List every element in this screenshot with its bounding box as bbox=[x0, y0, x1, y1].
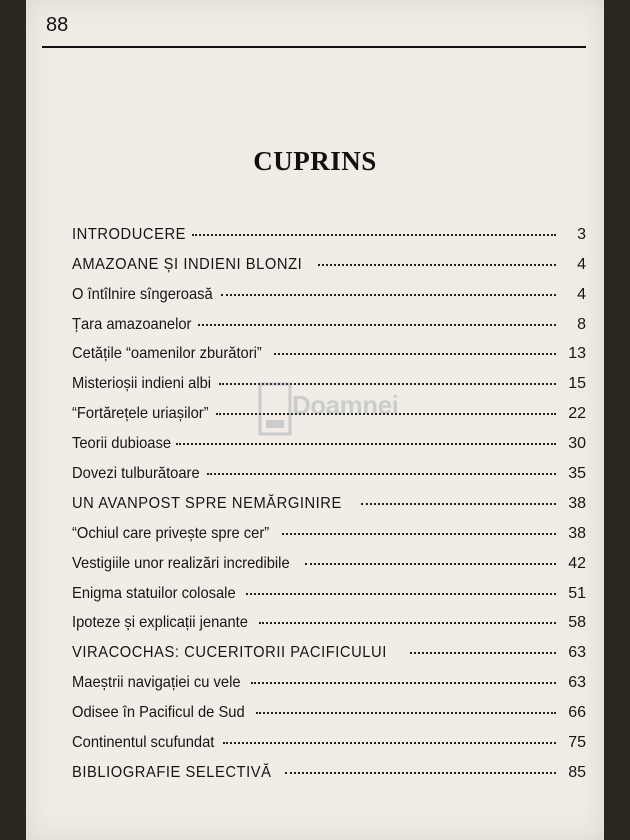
dot-leader bbox=[259, 622, 556, 624]
dot-leader bbox=[251, 682, 556, 684]
toc-entry bbox=[72, 756, 586, 786]
toc-entry-label: “Ochiul care privește spre cer” bbox=[72, 524, 270, 542]
dot-leader bbox=[223, 742, 556, 744]
toc-entry-page: 4 bbox=[577, 285, 586, 303]
toc-entry-label: UN AVANPOST SPRE NEMĂRGINIRE bbox=[72, 494, 342, 512]
toc-entry-page: 35 bbox=[568, 465, 586, 483]
dot-leader bbox=[318, 264, 556, 266]
toc-entry-label: O întîlnire sîngeroasă bbox=[72, 285, 213, 303]
table-of-contents bbox=[72, 218, 586, 786]
header-rule bbox=[42, 46, 586, 48]
toc-entry-label: INTRODUCERE bbox=[72, 225, 187, 243]
toc-entry-page: 42 bbox=[568, 554, 586, 572]
toc-entry-page: 3 bbox=[577, 225, 586, 243]
toc-entry-page: 38 bbox=[568, 524, 586, 542]
toc-entry-label: Ipoteze și explicații jenante bbox=[72, 614, 248, 632]
watermark bbox=[256, 380, 446, 450]
toc-entry-page: 38 bbox=[568, 494, 586, 512]
dot-leader bbox=[285, 772, 556, 774]
toc-entry-page: 58 bbox=[568, 614, 586, 632]
toc-entry bbox=[72, 218, 586, 248]
toc-entry-label: Vestigiile unor realizări incredibile bbox=[72, 554, 290, 572]
toc-entry-label: Enigma statuilor colosale bbox=[72, 584, 236, 602]
toc-entry-label: Continentul scufundat bbox=[72, 734, 215, 752]
toc-entry-label: Maeștrii navigației cu vele bbox=[72, 674, 241, 692]
toc-entry-label: Misterioșii indieni albi bbox=[72, 375, 212, 393]
dot-leader bbox=[274, 353, 556, 355]
toc-entry bbox=[72, 457, 586, 487]
toc-entry-page: 13 bbox=[568, 345, 586, 363]
toc-entry-page: 63 bbox=[568, 674, 586, 692]
toc-entry-page: 4 bbox=[577, 255, 586, 273]
toc-entry-page: 63 bbox=[568, 644, 586, 662]
toc-entry-page: 75 bbox=[568, 734, 586, 752]
dot-leader bbox=[207, 473, 556, 475]
toc-entry-label: BIBLIOGRAFIE SELECTIVĂ bbox=[72, 763, 272, 781]
toc-entry bbox=[72, 547, 586, 577]
watermark-text: Doamnei bbox=[292, 390, 399, 420]
toc-entry-page: 15 bbox=[568, 375, 586, 393]
toc-entry-label: Cetățile “oamenilor zburători” bbox=[72, 345, 262, 363]
toc-entry bbox=[72, 666, 586, 696]
toc-entry-page: 22 bbox=[568, 405, 586, 423]
toc-entry-label: “Fortărețele uriașilor” bbox=[72, 405, 209, 423]
dot-leader bbox=[361, 503, 556, 505]
toc-entry-page: 85 bbox=[568, 763, 586, 781]
toc-title: CUPRINS bbox=[253, 146, 377, 176]
dot-leader bbox=[246, 593, 556, 595]
toc-entry bbox=[72, 726, 586, 756]
dot-leader bbox=[282, 533, 556, 535]
toc-entry-label: VIRACOCHAS: CUCERITORII PACIFICULUI bbox=[72, 644, 387, 662]
toc-entry-label: Odisee în Pacificul de Sud bbox=[72, 704, 245, 722]
toc-entry bbox=[72, 487, 586, 517]
toc-entry-label: AMAZOANE ȘI INDIENI BLONZI bbox=[72, 255, 303, 273]
toc-entry-page: 30 bbox=[568, 435, 586, 453]
toc-entry bbox=[72, 577, 586, 607]
dot-leader bbox=[256, 712, 556, 714]
toc-entry-page: 8 bbox=[577, 315, 586, 333]
toc-entry bbox=[72, 517, 586, 547]
toc-entry bbox=[72, 248, 586, 278]
dot-leader bbox=[410, 652, 556, 654]
toc-entry-label: Dovezi tulburătoare bbox=[72, 465, 200, 483]
toc-entry bbox=[72, 696, 586, 726]
toc-entry bbox=[72, 338, 586, 368]
toc-entry bbox=[72, 278, 586, 308]
watermark-book-icon bbox=[256, 380, 296, 440]
dot-leader bbox=[305, 563, 556, 565]
toc-entry-label: Teorii dubioase bbox=[72, 435, 172, 453]
dot-leader bbox=[198, 324, 556, 326]
toc-entry-label: Țara amazoanelor bbox=[72, 315, 192, 333]
book-page bbox=[26, 0, 604, 840]
toc-entry bbox=[72, 308, 586, 338]
toc-entry-page: 51 bbox=[568, 584, 586, 602]
dot-leader bbox=[192, 234, 556, 236]
page-number: 88 bbox=[46, 14, 69, 36]
dot-leader bbox=[221, 294, 556, 296]
toc-entry-page: 66 bbox=[568, 704, 586, 722]
toc-entry bbox=[72, 607, 586, 637]
toc-entry bbox=[72, 636, 586, 666]
